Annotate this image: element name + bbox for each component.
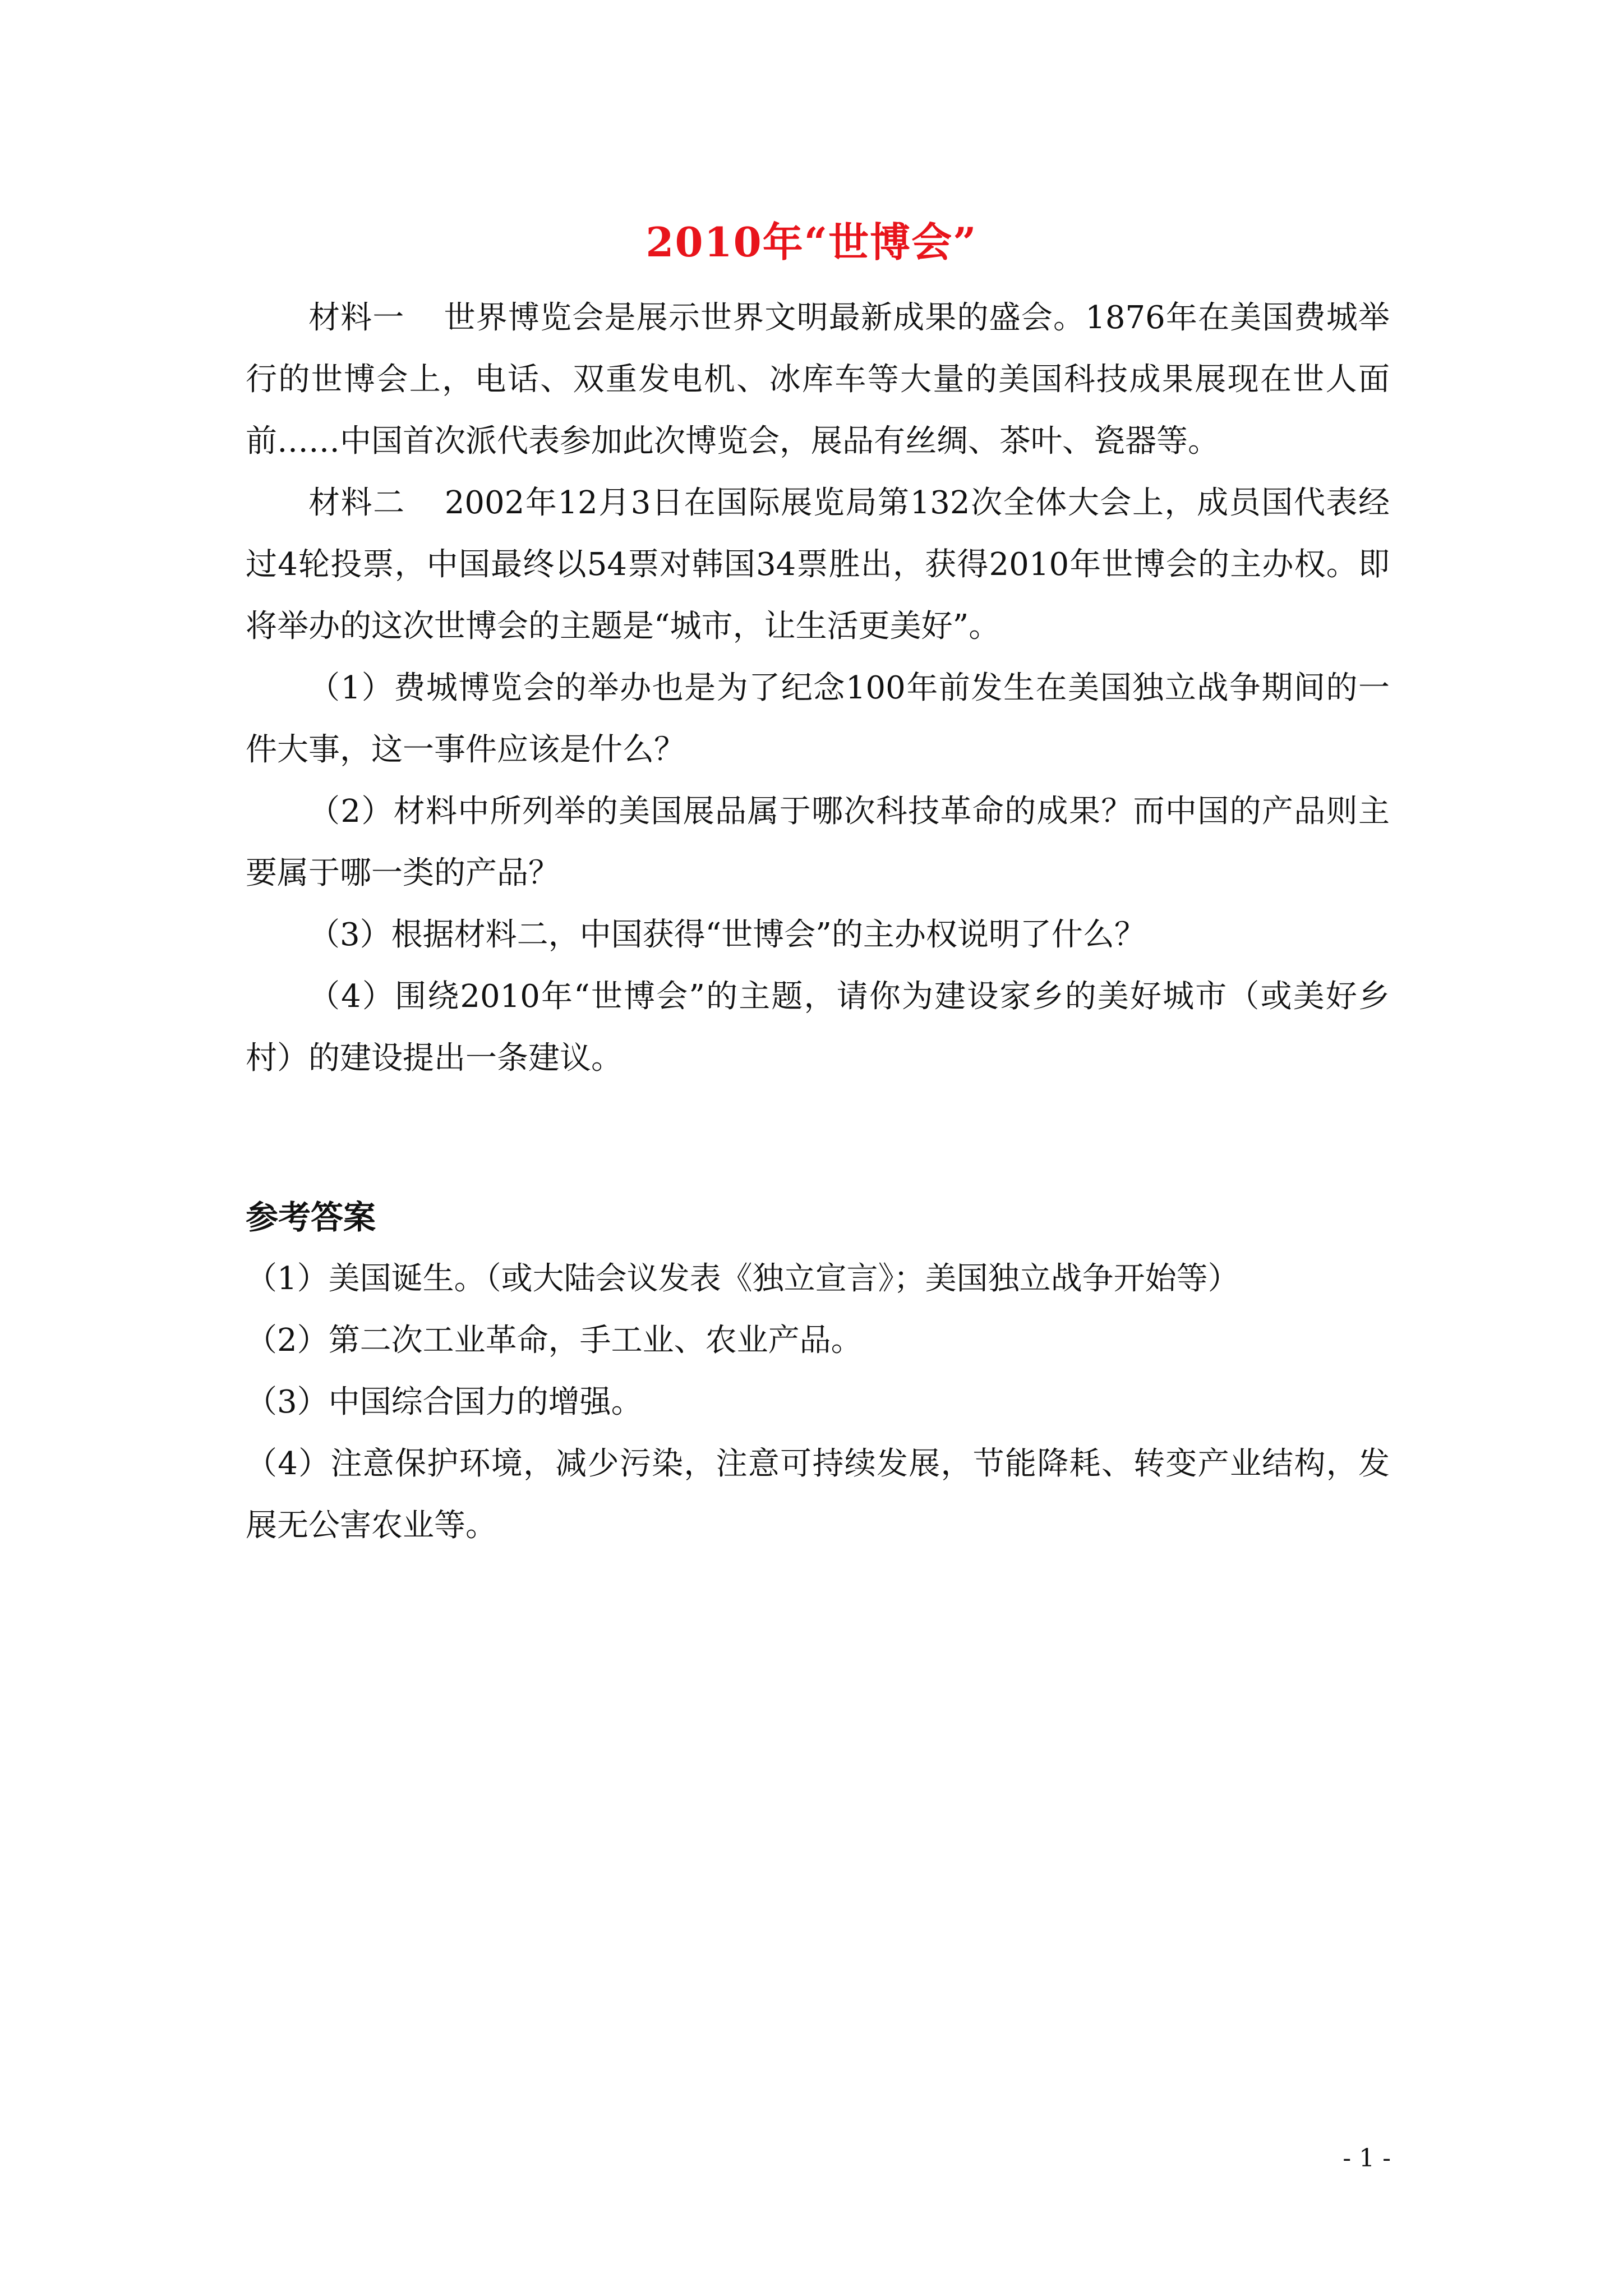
document-body — [246, 287, 1390, 1089]
material-one — [246, 287, 1390, 472]
material-one-label: 材料一 — [308, 300, 405, 336]
answer-4: （4）注意保护环境，减少污染，注意可持续发展，节能降耗、转变产业结构，发展无公害农业等。 — [246, 1446, 1390, 1544]
answer-1: （1）美国诞生。（或大陆会议发表《独立宣言》；美国独立战争开始等） — [246, 1260, 1239, 1297]
material-two-text: 2002年12月3日在国际展览局第132次全体大会上，成员国代表经过4轮投票，中国最终以54票对韩国34票胜出，获得2010年世博会的主办权。即将举办的这次世博会的主题是“城市，让生活更美好”。 — [246, 485, 1390, 645]
material-one-text: 世界博览会是展示世界文明最新成果的盛会。1876年在美国费城举行的世博会上，电话、双重发电机、冰库车等大量的美国科技成果展现在世人面前……中国首次派代表参加此次博览会，展品有丝绸、茶叶、瓷器等。 — [246, 300, 1390, 459]
material-two — [246, 472, 1390, 657]
answer-3: （3）中国综合国力的增强。 — [246, 1384, 643, 1420]
material-two-label: 材料二 — [308, 485, 405, 521]
page-number: - 1 - — [1343, 2144, 1391, 2173]
document-title: 2010年“世博会” — [645, 218, 978, 266]
answer-2: （2）第二次工业革命，手工业、农业产品。 — [246, 1322, 863, 1359]
question-2: （2）材料中所列举的美国展品属于哪次科技革命的成果？而中国的产品则主要属于哪一类的产品？ — [246, 793, 1390, 891]
question-3: （3）根据材料二，中国获得“世博会”的主办权说明了什么？ — [308, 917, 1146, 953]
question-4: （4）围绕2010年“世博会”的主题，请你为建设家乡的美好城市（或美好乡村）的建设提出一条建议。 — [246, 978, 1390, 1076]
question-1: （1）费城博览会的举办也是为了纪念100年前发生在美国独立战争期间的一件大事，这一事件应该是什么？ — [246, 670, 1390, 768]
answer-section — [246, 1186, 1390, 1557]
answers-heading: 参考答案 — [246, 1198, 376, 1236]
